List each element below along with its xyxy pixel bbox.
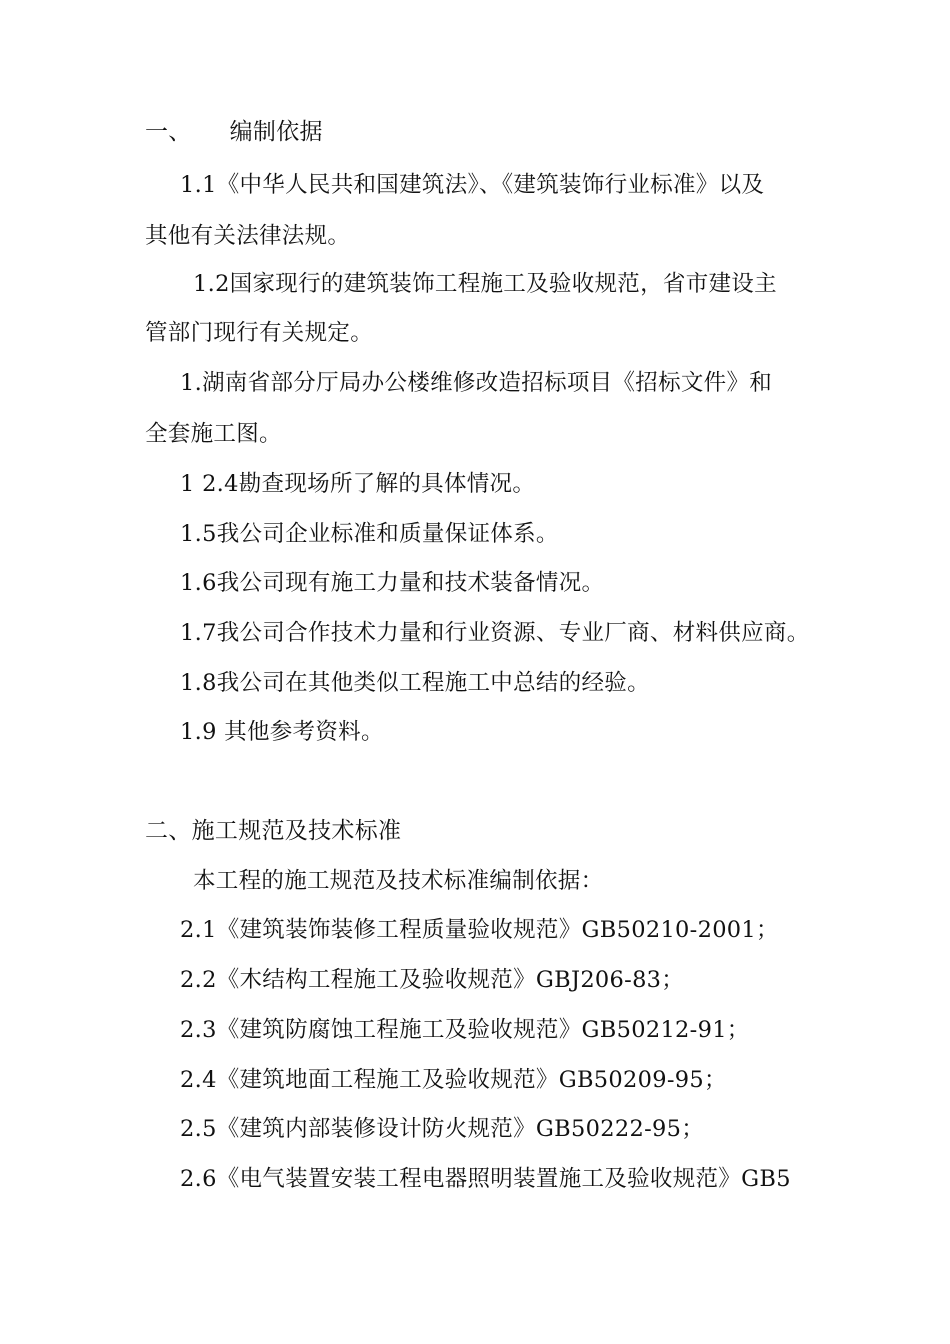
list-item	[180, 568, 604, 598]
section1-title: 编制依据	[229, 119, 323, 145]
item-text: 《建筑内部装修设计防火规范》GB50222-95；	[216, 1116, 705, 1142]
list-item-continuation	[145, 318, 373, 348]
item-text: 《中华人民共和国建筑法》、《建筑装饰行业标准》以及	[216, 172, 765, 198]
list-item	[180, 1114, 704, 1144]
item-text: 《木结构工程施工及验收规范》GBJ206-83；	[216, 967, 685, 993]
item-number: 2.3	[180, 1017, 217, 1043]
list-item	[180, 915, 779, 945]
item-text: 我公司合作技术力量和行业资源、专业厂商、材料供应商。	[216, 620, 810, 646]
list-item	[180, 717, 384, 747]
item-text: 管部门现行有关规定。	[145, 320, 374, 346]
item-text: 我公司现有施工力量和技术装备情况。	[216, 570, 605, 596]
item-number: 1.5	[180, 521, 217, 547]
section1-number: 一、	[145, 119, 192, 145]
item-text: 《建筑地面工程施工及验收规范》GB50209-95；	[216, 1067, 727, 1093]
item-text: 勘查现场所了解的具体情况。	[238, 471, 536, 497]
item-number: 1.1	[180, 172, 217, 198]
item-text: 我公司在其他类似工程施工中总结的经验。	[216, 670, 650, 696]
list-item	[180, 170, 764, 200]
item-text: 《电气装置安装工程电器照明装置施工及验收规范》GB5	[216, 1166, 791, 1192]
item-number: 1.9	[180, 719, 217, 745]
item-number: 1.2	[193, 271, 230, 297]
item-number: 2.5	[180, 1116, 217, 1142]
section2-heading	[145, 816, 401, 846]
item-text: 全套施工图。	[145, 421, 282, 447]
list-item-continuation	[145, 221, 350, 251]
list-item	[180, 1015, 750, 1045]
list-item	[180, 519, 559, 549]
item-number: 2.2	[180, 967, 217, 993]
list-item	[180, 1065, 727, 1095]
list-item	[180, 668, 650, 698]
list-item	[180, 1164, 791, 1194]
list-item-continuation	[145, 419, 282, 449]
item-number: 1 2.4	[180, 471, 239, 497]
item-number: 2.6	[180, 1166, 217, 1192]
item-text: 国家现行的建筑装饰工程施工及验收规范，省市建设主	[229, 271, 777, 297]
item-text: 其他参考资料。	[216, 719, 384, 745]
item-text: 《建筑装饰装修工程质量验收规范》GB50210-2001；	[216, 917, 779, 943]
item-number: 1.8	[180, 670, 217, 696]
item-text: 湖南省部分厅局办公楼维修改造招标项目《招标文件》和	[202, 370, 773, 396]
section2-title: 施工规范及技术标准	[191, 818, 402, 844]
item-number: 2.1	[180, 917, 217, 943]
section2-intro	[193, 866, 603, 896]
intro-text: 本工程的施工规范及技术标准编制依据：	[193, 868, 604, 894]
item-text: 其他有关法律法规。	[145, 223, 351, 249]
item-text: 我公司企业标准和质量保证体系。	[216, 521, 559, 547]
list-item	[180, 618, 810, 648]
section2-number: 二、	[145, 818, 192, 844]
item-number: 1.	[180, 370, 203, 396]
item-text: 《建筑防腐蚀工程施工及验收规范》GB50212-91；	[216, 1017, 750, 1043]
list-item	[193, 269, 777, 299]
item-number: 1.6	[180, 570, 217, 596]
list-item	[180, 368, 772, 398]
section1-heading	[145, 117, 323, 147]
list-item	[180, 965, 684, 995]
item-number: 1.7	[180, 620, 217, 646]
list-item	[180, 469, 535, 499]
item-number: 2.4	[180, 1067, 217, 1093]
